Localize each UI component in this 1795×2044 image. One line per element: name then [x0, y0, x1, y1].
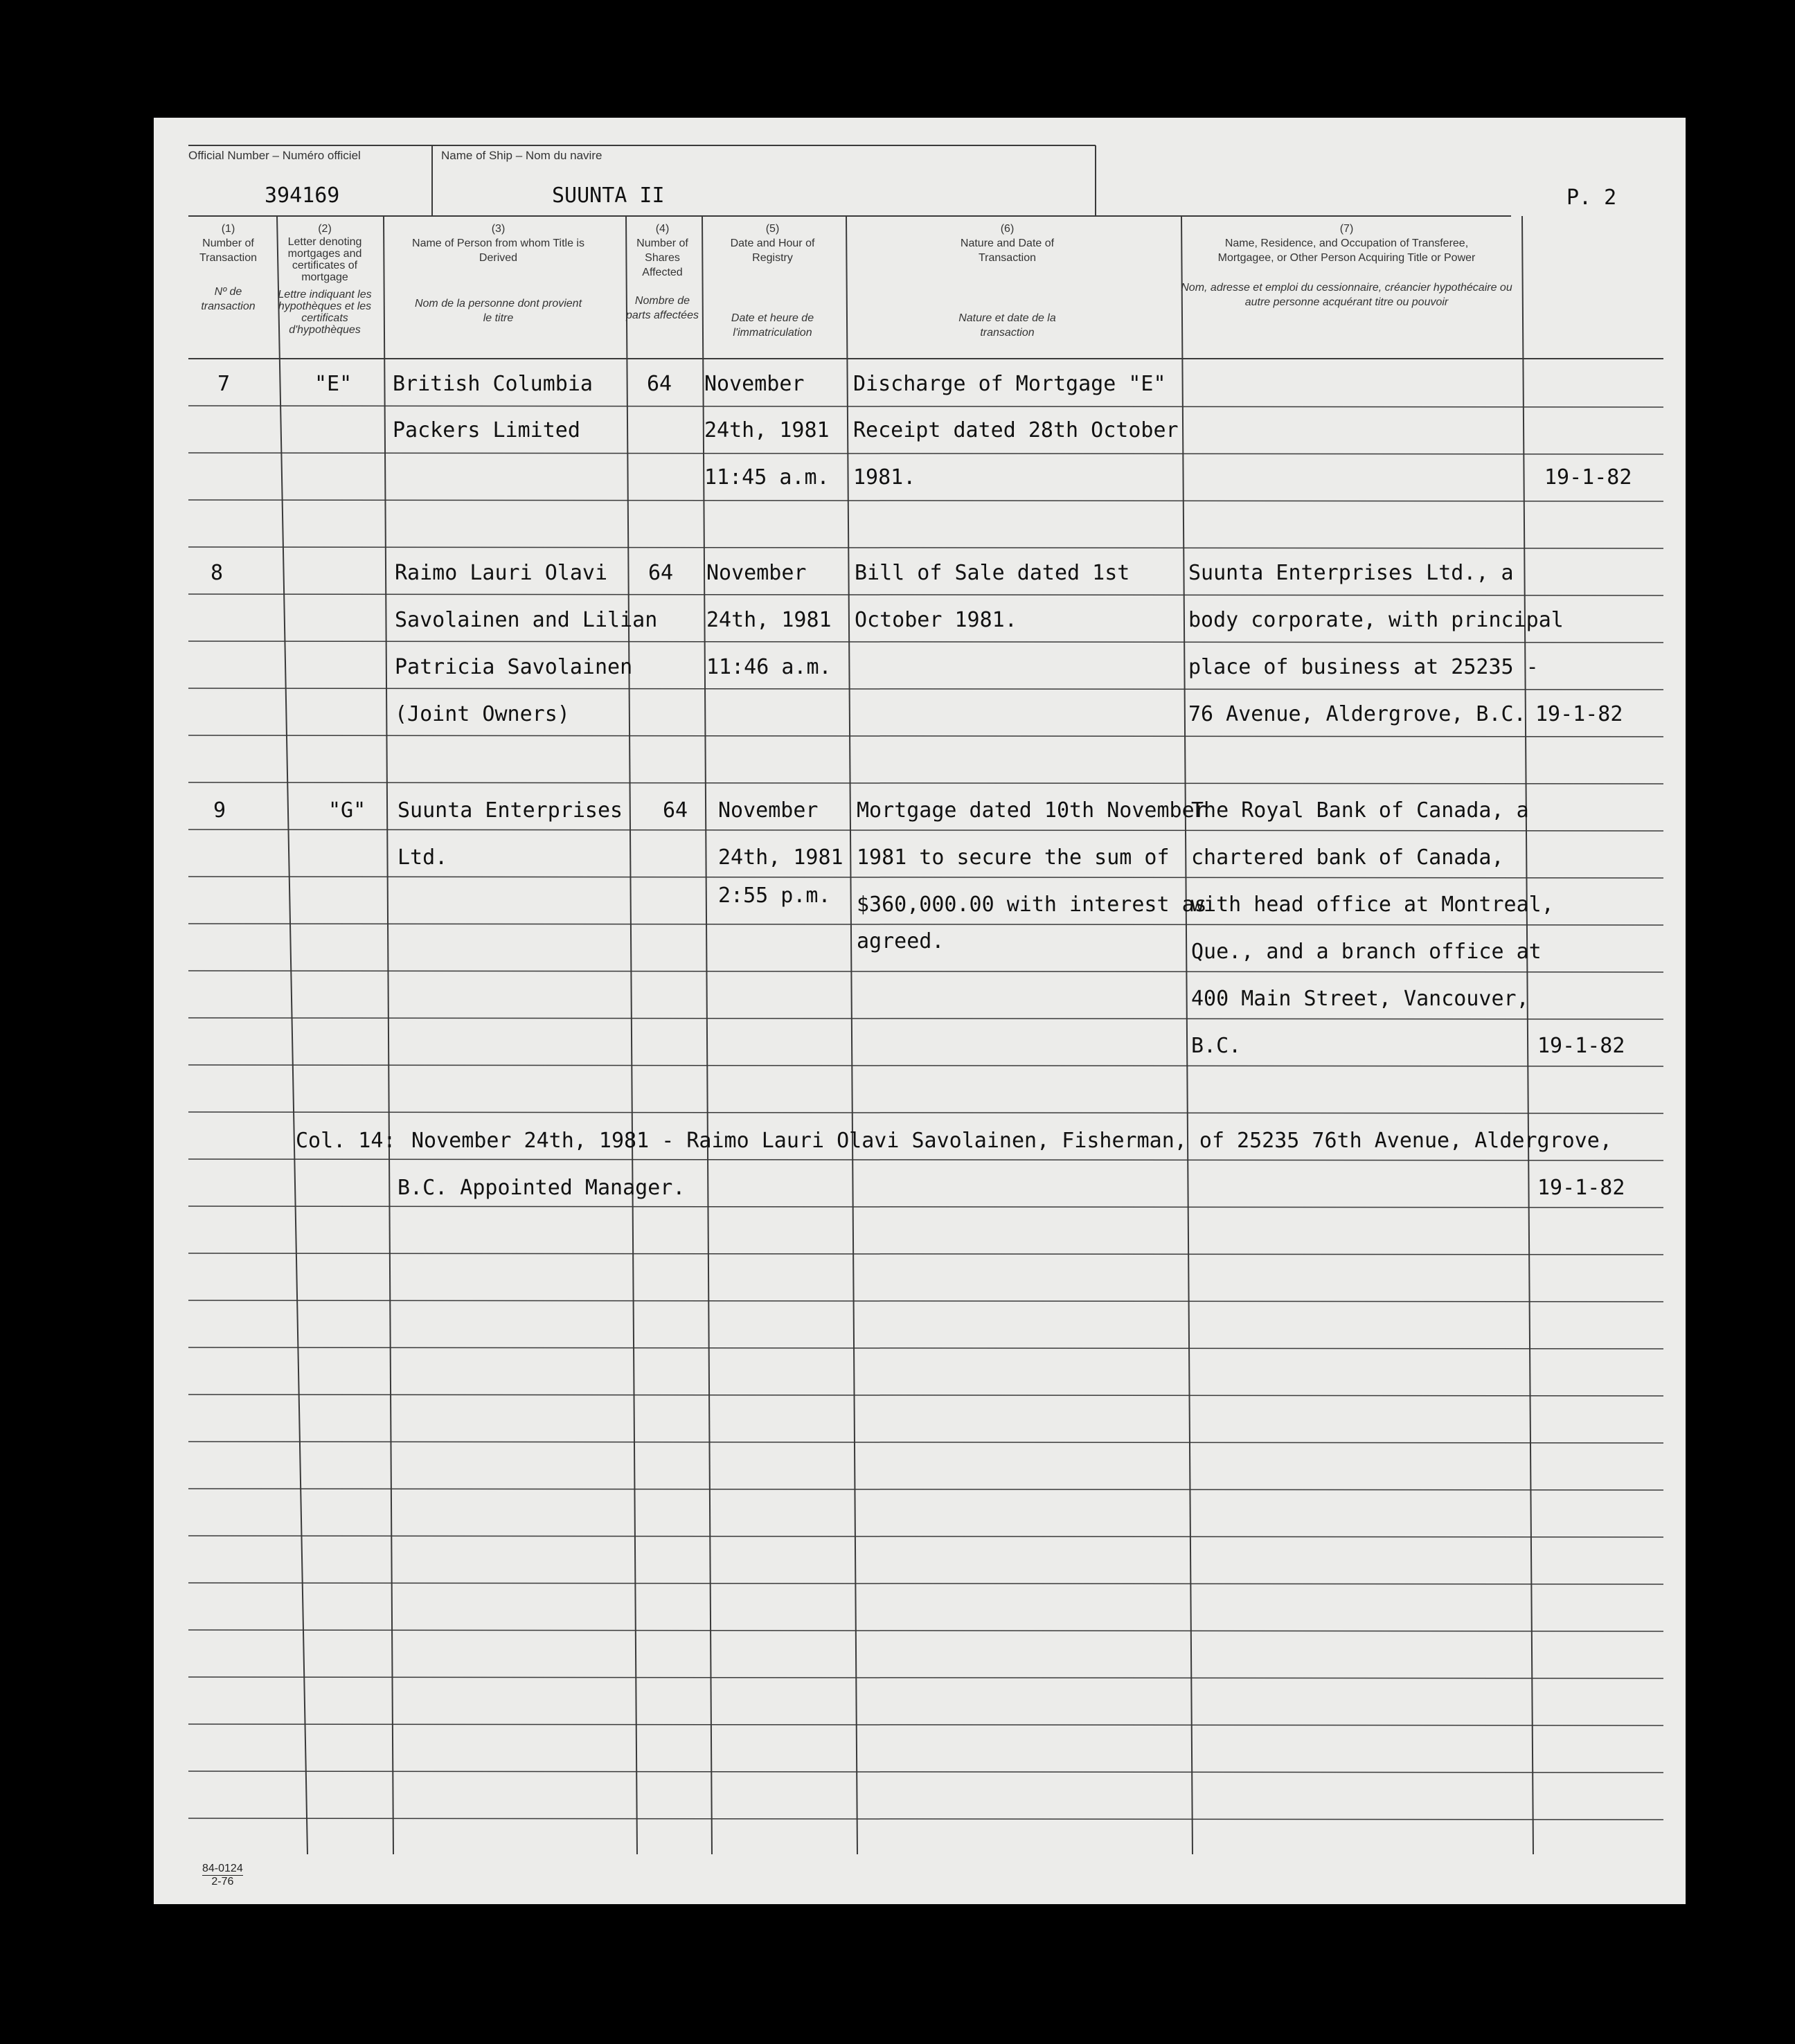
row-rule-25 — [188, 1536, 1663, 1537]
column-divider-3 — [626, 216, 637, 1854]
row-rule-29 — [188, 1724, 1663, 1725]
row-rule-5 — [188, 594, 1663, 595]
row-rule-21 — [188, 1347, 1663, 1349]
entry-8-to-line4: 76 Avenue, Aldergrove, B.C. — [1188, 702, 1526, 726]
column-divider-4 — [702, 216, 712, 1854]
official-number: 394169 — [265, 183, 340, 208]
entry-9-from-line2: Ltd. — [398, 845, 448, 870]
entry-7-shares: 64 — [647, 372, 672, 396]
row-rule-12 — [188, 924, 1663, 925]
entry-8-to-line1: Suunta Enterprises Ltd., a — [1188, 561, 1514, 585]
entry-9-nature-line4: agreed. — [857, 929, 945, 953]
entry-7-date-line2: 24th, 1981 — [704, 418, 830, 442]
entry-9-shares: 64 — [663, 798, 688, 823]
entry-9-to-line5: 400 Main Street, Vancouver, — [1191, 987, 1529, 1011]
entry-9-nature-line1: Mortgage dated 10th November — [857, 798, 1207, 823]
entry-8-from-line1: Raimo Lauri Olavi — [395, 561, 608, 585]
entry-9-date-line2: 24th, 1981 — [718, 845, 843, 870]
note-line2: B.C. Appointed Manager. — [398, 1176, 686, 1200]
row-rule-11 — [188, 877, 1663, 878]
row-rule-10 — [188, 830, 1663, 831]
row-rule-31 — [188, 1818, 1663, 1820]
form-code: 84-0124 2-76 — [202, 1863, 243, 1888]
row-rule-18 — [188, 1206, 1663, 1208]
row-rule-7 — [188, 688, 1663, 690]
column-header-5: (5) Date and Hour of Registry Date et heure de l'immatriculation — [730, 223, 815, 339]
row-rule-1 — [188, 406, 1663, 407]
column-header-3: (3) Name of Person from whom Title is Derived Nom de la personne dont provient le titre — [412, 223, 584, 324]
entry-8-date-line3: 11:46 a.m. — [706, 655, 832, 679]
entry-7-date-line1: November — [704, 372, 805, 396]
entry-8-from-line3: Patricia Savolainen — [395, 655, 633, 679]
column-header-2: (2) Letter denoting mortgages and certificates of mortgage Lettre indiquant les hypothèques et les certificats d'hypothèques — [278, 223, 372, 336]
entry-9-from-line1: Suunta Enterprises — [398, 798, 623, 823]
register-page — [154, 118, 1686, 1904]
note-initial: 19-1-82 — [1537, 1176, 1625, 1200]
row-rule-4 — [188, 547, 1663, 548]
entry-9-to-line6: B.C. — [1191, 1034, 1242, 1058]
row-rule-24 — [188, 1489, 1663, 1490]
row-rule-30 — [188, 1771, 1663, 1773]
entry-7-letter: "E" — [314, 372, 352, 396]
column-divider-1 — [277, 216, 307, 1854]
entry-9-letter: "G" — [328, 798, 366, 823]
entry-8-shares: 64 — [648, 561, 674, 585]
ship-name: SUUNTA II — [552, 183, 665, 208]
ship-name-label: Name of Ship – Nom du navire — [441, 149, 602, 162]
note-line1: November 24th, 1981 - Raimo Lauri Olavi Savolainen, Fisherman, of 25235 76th Avenue, Aldergrove, — [411, 1129, 1612, 1153]
entry-7-initial: 19-1-82 — [1544, 465, 1632, 490]
page-number: P. 2 — [1566, 186, 1617, 210]
column-divider-2 — [384, 216, 393, 1854]
row-rule-9 — [188, 782, 1663, 784]
row-rule-8 — [188, 735, 1663, 737]
row-rule-14 — [188, 1018, 1663, 1019]
entry-9-number: 9 — [213, 798, 226, 823]
entry-7-number: 7 — [217, 372, 231, 396]
entry-8-nature-line2: October 1981. — [855, 608, 1017, 632]
entry-9-date-line3: 2:55 p.m. — [718, 884, 831, 908]
entry-7-nature-line3: 1981. — [853, 465, 916, 490]
row-rule-2 — [188, 453, 1663, 454]
entry-8-nature-line1: Bill of Sale dated 1st — [855, 561, 1130, 585]
entry-7-from-line2: Packers Limited — [393, 418, 580, 442]
entry-8-to-line3: place of business at 25235 - — [1188, 655, 1539, 679]
row-rule-17 — [188, 1159, 1663, 1160]
row-rule-13 — [188, 971, 1663, 972]
entry-9-initial: 19-1-82 — [1537, 1034, 1625, 1058]
column-header-4: (4) Number of Shares Affected Nombre de parts affectées — [626, 223, 699, 321]
column-header-7: (7) Name, Residence, and Occupation of Transferee, Mortgagee, or Other Person Acquiring Title or Power Nom, adresse et emploi du cessionnaire, créancier hypothécaire ou autre personne acquérant titre ou pouvoir — [1181, 223, 1512, 308]
row-rule-28 — [188, 1677, 1663, 1678]
entry-8-date-line2: 24th, 1981 — [706, 608, 832, 632]
entry-8-to-line2: body corporate, with principal — [1188, 608, 1564, 632]
entry-7-nature-line1: Discharge of Mortgage "E" — [853, 372, 1166, 396]
row-rule-27 — [188, 1630, 1663, 1631]
row-rule-19 — [188, 1253, 1663, 1255]
row-rule-22 — [188, 1395, 1663, 1396]
entry-8-from-line4: (Joint Owners) — [395, 702, 570, 726]
column-header-6: (6) Nature and Date of Transaction Nature et date de la transaction — [958, 223, 1056, 339]
row-rule-3 — [188, 500, 1663, 501]
entry-9-to-line3: with head office at Montreal, — [1191, 893, 1554, 917]
official-number-label: Official Number – Numéro officiel — [188, 149, 361, 162]
column-header-1: (1) Number of Transaction Nº de transaction — [199, 223, 257, 312]
row-rule-6 — [188, 641, 1663, 643]
entry-9-date-line1: November — [718, 798, 819, 823]
entry-9-to-line2: chartered bank of Canada, — [1191, 845, 1504, 870]
note-label: Col. 14: — [296, 1129, 396, 1153]
row-rule-15 — [188, 1065, 1663, 1066]
entry-9-nature-line2: 1981 to secure the sum of — [857, 845, 1170, 870]
entry-7-from-line1: British Columbia — [393, 372, 593, 396]
row-rule-26 — [188, 1583, 1663, 1584]
entry-8-date-line1: November — [706, 561, 807, 585]
column-divider-5 — [846, 216, 857, 1854]
row-rule-16 — [188, 1112, 1663, 1113]
entry-7-date-line3: 11:45 a.m. — [704, 465, 830, 490]
entry-8-initial: 19-1-82 — [1535, 702, 1623, 726]
row-rule-23 — [188, 1442, 1663, 1443]
entry-8-from-line2: Savolainen and Lilian — [395, 608, 658, 632]
entry-7-nature-line2: Receipt dated 28th October — [853, 418, 1179, 442]
entry-9-nature-line3: $360,000.00 with interest as — [857, 893, 1207, 917]
entry-9-to-line4: Que., and a branch office at — [1191, 940, 1542, 964]
column-divider-7 — [1522, 216, 1533, 1854]
row-rule-20 — [188, 1300, 1663, 1302]
entry-8-number: 8 — [211, 561, 224, 585]
entry-9-to-line1: The Royal Bank of Canada, a — [1191, 798, 1529, 823]
